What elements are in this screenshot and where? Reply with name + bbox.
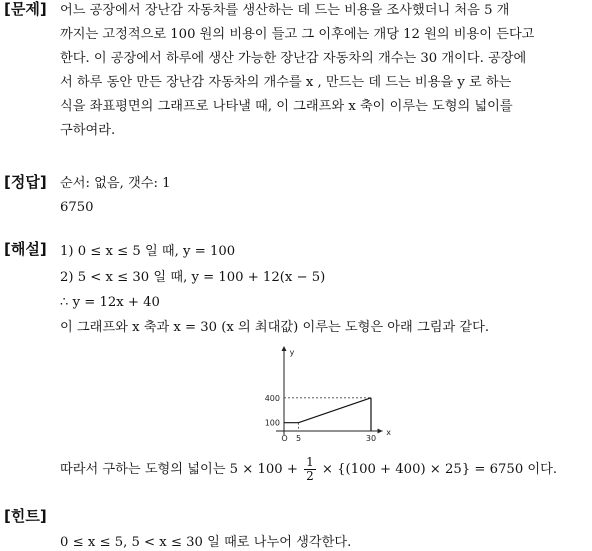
solution-line-3: ∴ y = 12x + 40: [60, 295, 160, 310]
problem-line-4: 서 하루 동안 만든 장난감 자동차의 개수를 x , 만드는 데 드는 비용을 y 로 하는: [60, 75, 512, 90]
solution-line-4: 이 그래프와 x 축과 x = 30 (x 의 최대값) 이루는 도형은 아래 그림과 같다.: [60, 320, 490, 335]
y-axis-label: y: [289, 348, 295, 357]
x-axis-label: x: [386, 428, 391, 437]
x-tick-5: 5: [295, 434, 302, 443]
problem-line-3: 한다. 이 공장에서 하루에 생산 가능한 장난감 자동차의 개수는 30 개이다. 공장에: [60, 51, 527, 66]
problem-line-6: 구하여라.: [60, 123, 116, 138]
solution-label: [해설]: [4, 240, 47, 258]
cost-graph: [264, 344, 391, 446]
problem-line-2: 까지는 고정적으로 100 원의 비용이 들고 그 이후에는 개당 12 원의 비용이 든다고: [60, 27, 535, 42]
answer-label: [정답]: [4, 173, 47, 191]
x-tick-origin: O: [281, 434, 288, 443]
conclusion-line: [60, 456, 557, 483]
hint-line: 0 ≤ x ≤ 5, 5 < x ≤ 30 일 때로 나누어 생각한다.: [60, 535, 352, 550]
x-tick-30: 30: [365, 434, 377, 443]
solution-line-2: 2) 5 < x ≤ 30 일 때, y = 100 + 12(x − 5): [60, 270, 326, 285]
one-half-fraction: [304, 456, 316, 483]
hint-label: [힌트]: [4, 507, 47, 525]
problem-line-1: 어느 공장에서 장난감 자동차를 생산하는 데 드는 비용을 조사했더니 처음 5 개: [60, 3, 510, 18]
conclusion-pre: 따라서 구하는 도형의 넓이는 5 × 100 +: [60, 462, 303, 477]
fraction-numerator: 1: [306, 455, 314, 469]
graph-layer: [265, 346, 392, 443]
y-tick-400: 400: [264, 393, 280, 403]
fraction-denominator: 2: [306, 469, 314, 483]
answer-line-2: 6750: [60, 200, 94, 215]
solution-line-1: 1) 0 ≤ x ≤ 5 일 때, y = 100: [60, 244, 236, 259]
x-axis-arrow: [378, 429, 383, 434]
problem-line-5: 식을 좌표평면의 그래프로 나타낼 때, 이 그래프와 x 축이 이루는 도형의 넓이를: [60, 99, 513, 114]
problem-label: [문제]: [4, 0, 47, 18]
y-axis-arrow: [282, 346, 287, 351]
y-tick-100: 100: [264, 418, 280, 428]
conclusion-post: × {(100 + 400) × 25} = 6750 이다.: [317, 462, 558, 477]
cost-line: [284, 398, 371, 423]
answer-line-1: 순서: 없음, 갯수: 1: [60, 176, 171, 191]
